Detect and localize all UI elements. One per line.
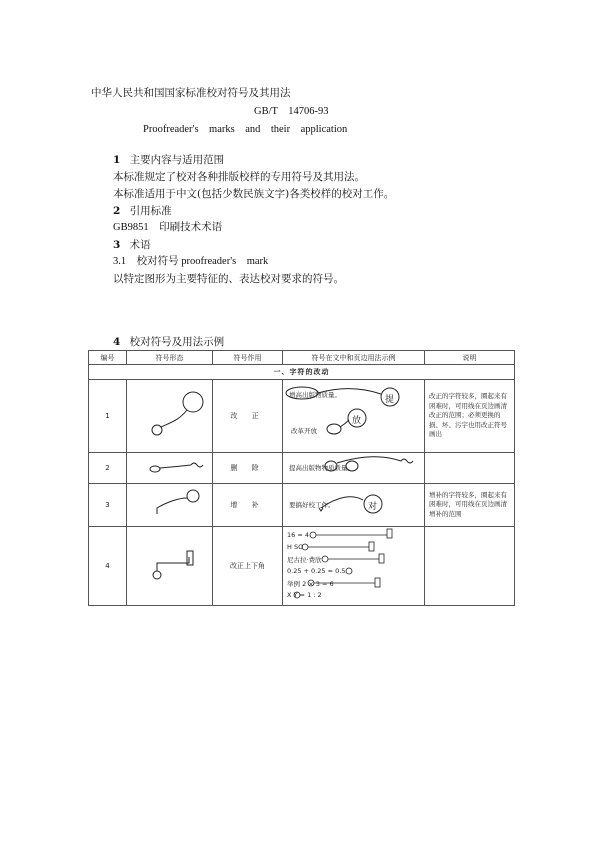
- example-text: 要搞好校工作。: [289, 501, 335, 509]
- section-row: [89, 365, 515, 380]
- usage-example: [283, 527, 425, 606]
- section-3-heading: [113, 240, 151, 251]
- example-text: 举例 2 × 3 = 6: [287, 580, 334, 588]
- section-3-1-term: 3.1 校对符号 proofreader's mark: [113, 256, 269, 267]
- row-number: 4: [89, 527, 127, 606]
- section-1-title: 主要内容与适用范围: [129, 154, 225, 166]
- example-text: 0.25 + 0.25 = 0.5: [287, 567, 346, 575]
- row-number: 1: [89, 380, 127, 453]
- symbol-superscript-mark: [127, 527, 213, 606]
- example-correction-char: 提: [385, 395, 395, 405]
- section-3-title: 术语: [129, 239, 151, 251]
- header-symbol-form: 符号形态: [127, 351, 213, 365]
- example-text: 增高出版物质量。: [289, 391, 341, 399]
- doc-title: 中华人民共和国国家标准校对符号及其用法: [91, 87, 291, 99]
- row-note: 改正的字符较多，圈起来有困难时，可用线在页边画清改正的范围；必须更换的损、坏、污字也用改正符号画出: [425, 380, 515, 453]
- header-notes: 说明: [425, 351, 515, 365]
- usage-example: [283, 484, 425, 527]
- doc-subtitle-en: Proofreader's marks and their application: [143, 124, 348, 135]
- table-row: [89, 380, 515, 453]
- example-correction-char: 放: [352, 416, 362, 426]
- header-symbol-function: 符号作用: [213, 351, 283, 365]
- example-correction-char: 对: [368, 502, 378, 512]
- symbol-correct-mark: [127, 380, 213, 453]
- section-4-number: 4: [113, 336, 121, 348]
- doc-code: GB/T 14706-93: [254, 106, 329, 117]
- table-row: [89, 527, 515, 606]
- header-usage-example: 符号在文中和页边用法示例: [283, 351, 425, 365]
- section-2-reference: GB9851 印刷技术术语: [113, 222, 223, 233]
- row-note: 增补的字符较多，圈起来有困难时，可用线在页边画清增补的范围: [425, 484, 515, 527]
- section-3-number: 3: [113, 239, 121, 251]
- symbol-delete-mark: [127, 453, 213, 484]
- row-action: 改 正: [213, 380, 283, 453]
- row-action: 删 除: [213, 453, 283, 484]
- row-number: 2: [89, 453, 127, 484]
- row-note: [425, 527, 515, 606]
- section-3-1-definition: 以特定图形为主要特征的、表达校对要求的符号。: [113, 273, 344, 285]
- example-text: 16 = 4: [287, 531, 309, 539]
- section-title: 一、字符的改动: [89, 365, 515, 380]
- row-note: [425, 453, 515, 484]
- usage-example: [283, 380, 425, 453]
- section-1-para-2: 本标准适用于中文(包括少数民族文字)各类校样的校对工作。: [113, 188, 395, 200]
- section-4-heading: [113, 337, 224, 348]
- row-action: 增 补: [213, 484, 283, 527]
- table-header-row: [89, 351, 515, 365]
- section-1-para-1: 本标准规定了校对各种排版校样的专用符号及其用法。: [113, 171, 365, 183]
- table-row: [89, 453, 515, 484]
- section-1-number: 1: [113, 154, 121, 166]
- section-1-heading: [113, 155, 224, 166]
- usage-example: [283, 453, 425, 484]
- header-number: 编号: [89, 351, 127, 365]
- example-text: X Y = 1 : 2: [287, 591, 322, 599]
- section-2-number: 2: [113, 205, 121, 217]
- table-row: [89, 484, 515, 527]
- example-text: 尼古拉·费欣: [287, 556, 322, 564]
- example-text: H SO: [287, 543, 304, 551]
- symbol-insert-mark: [127, 484, 213, 527]
- row-number: 3: [89, 484, 127, 527]
- row-action: 改正上下角: [213, 527, 283, 606]
- proofreading-marks-table: [88, 350, 515, 606]
- example-text: 提高出版物物质质量。: [289, 464, 354, 472]
- section-2-heading: [113, 206, 172, 217]
- example-text: 改革开放: [291, 427, 317, 435]
- section-2-title: 引用标准: [129, 205, 172, 217]
- section-4-title: 校对符号及用法示例: [129, 336, 225, 348]
